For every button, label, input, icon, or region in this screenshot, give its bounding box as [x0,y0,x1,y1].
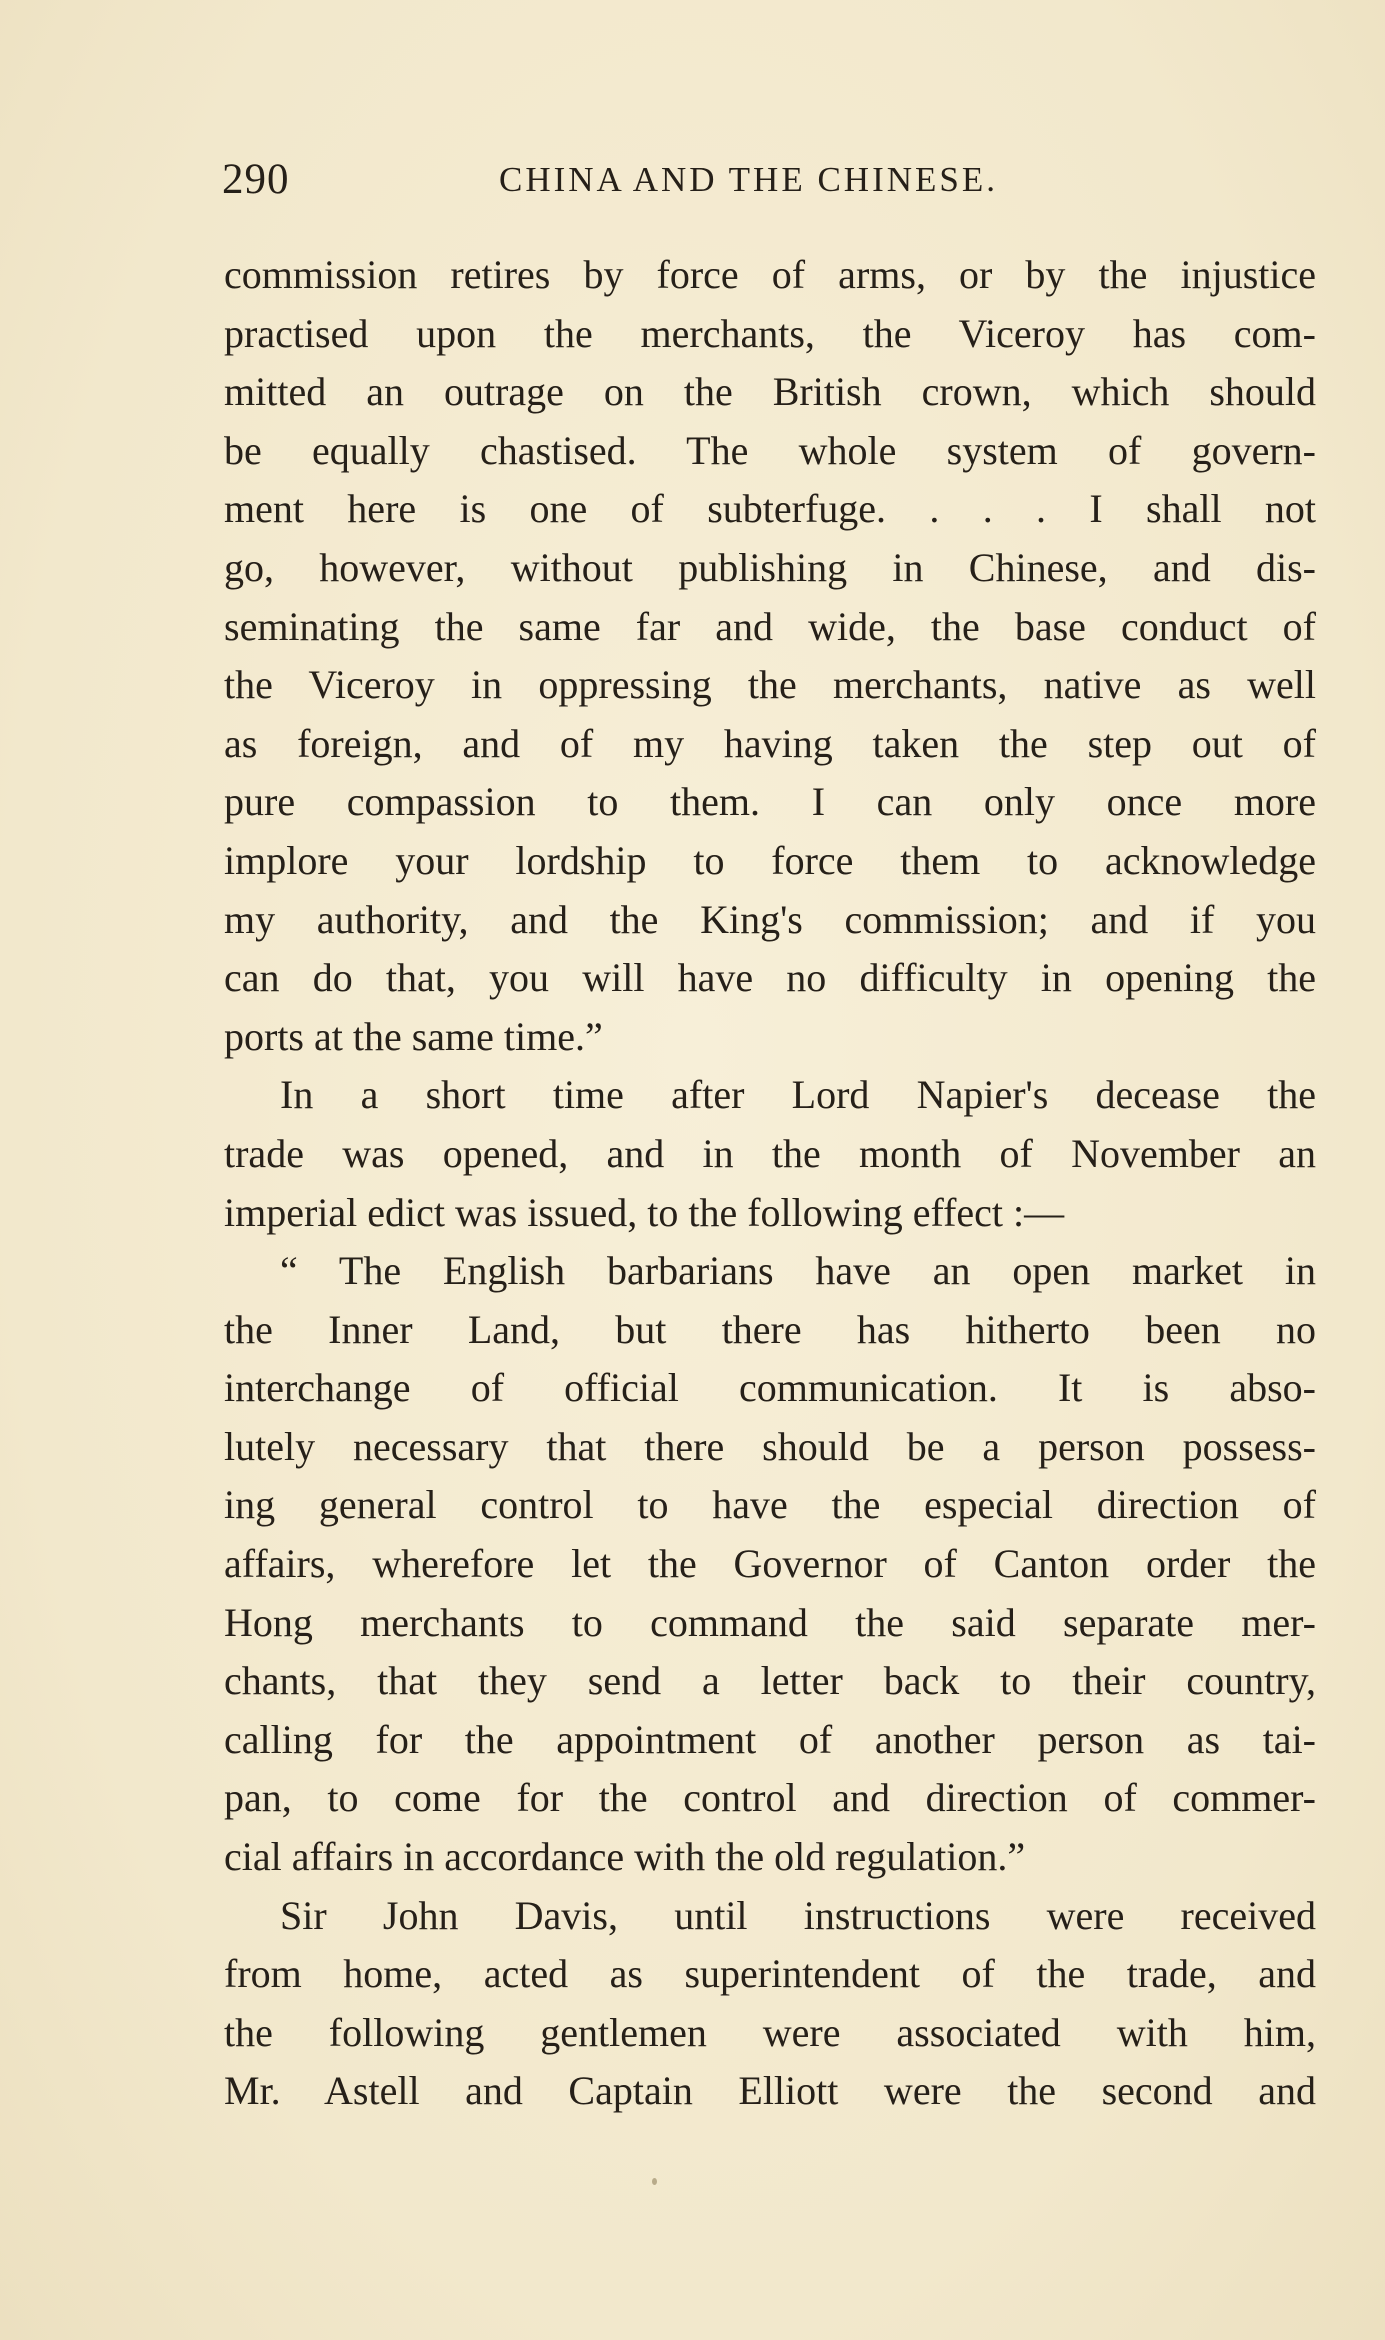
running-head: CHINA AND THE CHINESE. [499,160,998,199]
text-line: Mr. Astell and Captain Elliott were the second and [224,2068,1316,2114]
text-line: be equally chastised. The whole system of govern- [224,427,1316,473]
text-line: mitted an outrage on the British crown, which should [224,369,1316,415]
text-line: lutely necessary that there should be a person possess- [224,1423,1316,1469]
text-line: can do that, you will have no difficulty in opening the [224,955,1316,1001]
text-line: ports at the same time.” [224,1013,603,1059]
text-line: calling for the appointment of another person as tai- [224,1716,1316,1762]
page-number: 290 [222,156,290,203]
text-line: ing general control to have the especial direction of [224,1482,1316,1528]
quote-start-line: “ The English barbarians have an open market in [280,1248,1316,1294]
text-line: Hong merchants to command the said separate mer- [224,1599,1316,1645]
text-line: go, however, without publishing in Chinese, and dis- [224,544,1316,590]
text-line: commission retires by force of arms, or by the injustice [224,252,1316,297]
text-line: as foreign, and of my having taken the step out of [224,720,1316,766]
text-line: interchange of official communication. It is abso- [224,1365,1316,1411]
text-line: from home, acted as superintendent of the trade, and [224,1951,1316,1997]
text-line: practised upon the merchants, the Viceroy has com- [224,310,1316,356]
text-line: implore your lordship to force them to acknowledge [224,837,1316,883]
ink-speck [652,2178,657,2185]
text-line: trade was opened, and in the month of November an [224,1130,1316,1176]
page-header [222,150,1318,210]
text-line: seminating the same far and wide, the base conduct of [224,603,1316,649]
text-line: affairs, wherefore let the Governor of Canton order the [224,1541,1316,1587]
text-line: my authority, and the King's commission; and if you [224,896,1316,942]
text-line: the Viceroy in oppressing the merchants, native as well [224,662,1316,708]
text-line: the following gentlemen were associated with him, [224,2009,1316,2055]
text-line: imperial edict was issued, to the following effect :— [224,1189,1065,1235]
text-line: pure compassion to them. I can only once more [224,779,1316,825]
text-line: the Inner Land, but there has hitherto been no [224,1306,1316,1352]
text-line: ment here is one of subterfuge. . . . I shall not [224,486,1316,532]
body-text [224,246,1316,2121]
text-line: chants, that they send a letter back to their country, [224,1658,1316,1704]
text-line: cial affairs in accordance with the old regulation.” [224,1834,1026,1880]
paragraph-start-line: Sir John Davis, until instructions were received [280,1892,1316,1938]
text-line: pan, to come for the control and direction of commer- [224,1775,1316,1821]
paragraph-start-line: In a short time after Lord Napier's decease the [280,1072,1316,1118]
